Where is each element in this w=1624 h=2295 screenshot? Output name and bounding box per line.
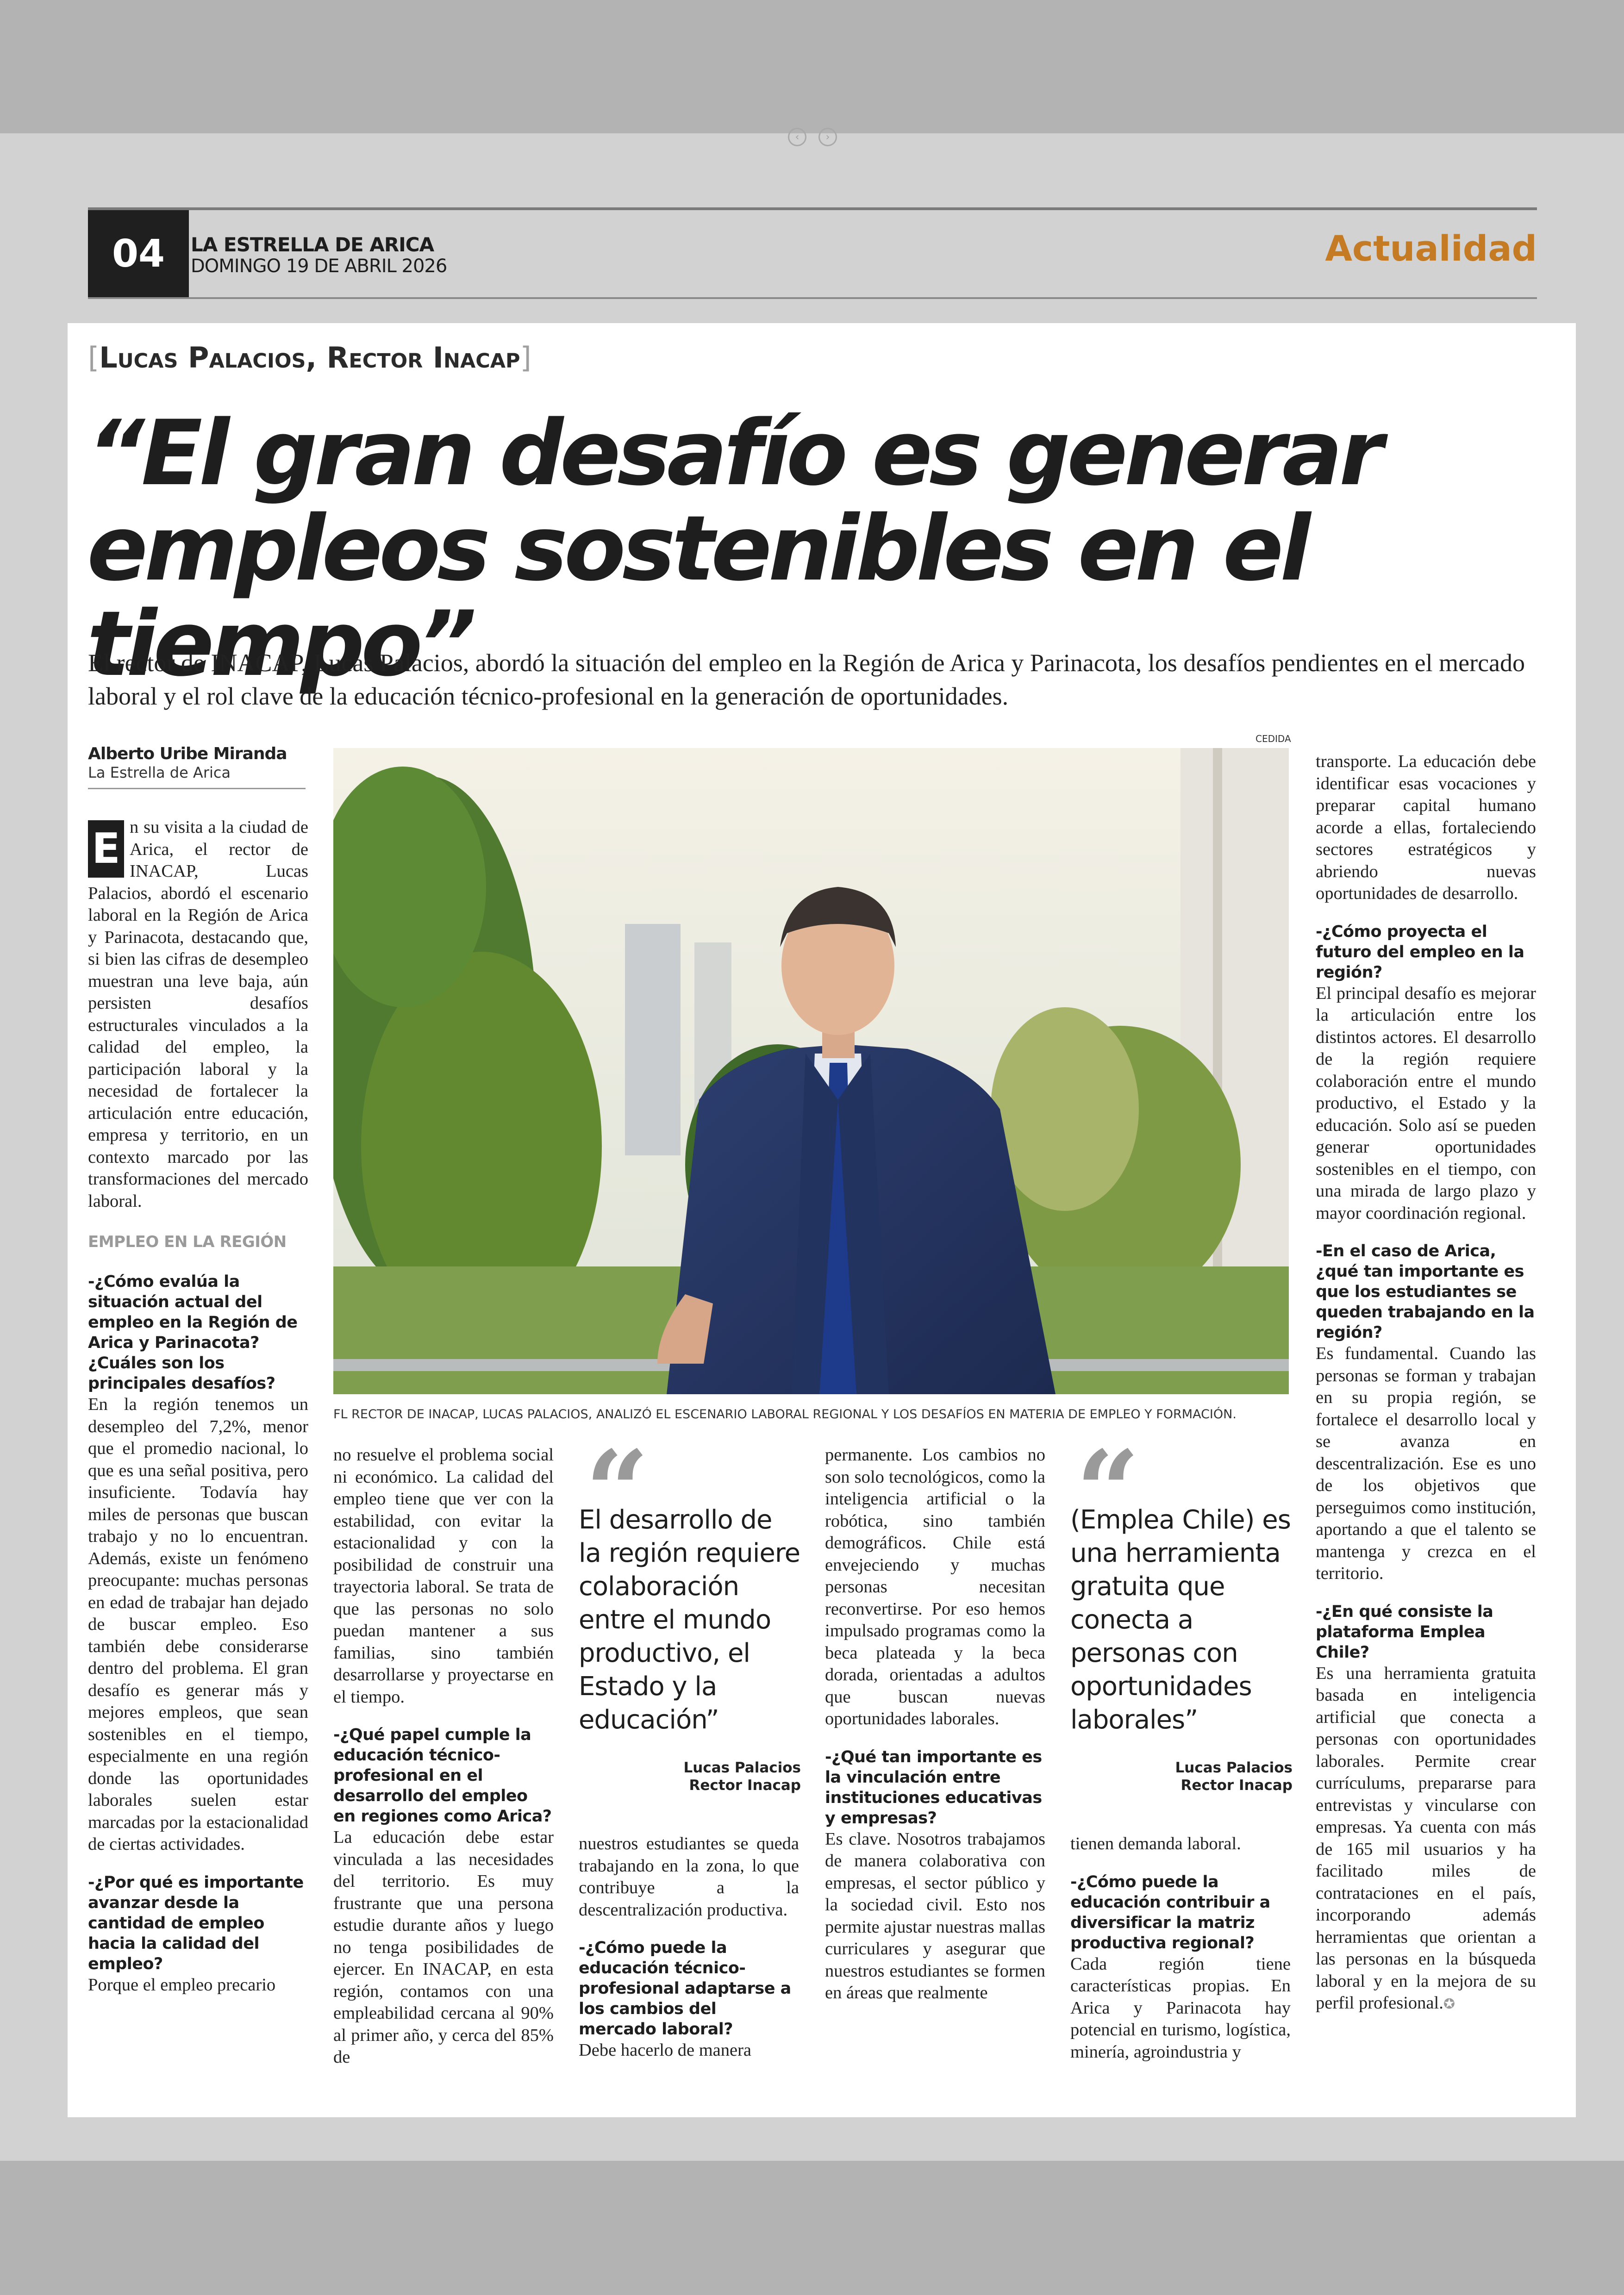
prev-page-icon[interactable]: ‹ [788, 128, 806, 146]
article-kicker: [Lucas Palacios, Rector Inacap] [88, 341, 531, 374]
section-label: Actualidad [1325, 228, 1537, 269]
question-6: -¿Cómo puede la educación contribuir a diversificar la matriz productiva regional? [1070, 1872, 1270, 1952]
section-subhead: EMPLEO EN LA REGIÓN [88, 1233, 287, 1251]
kicker-text: Lucas Palacios, Rector Inacap [99, 341, 520, 374]
column-6 [1316, 751, 1536, 2015]
pull-quote-1: El desarrollo de la región requiere colaboración entre el mundo productivo, el Estado y la educación” [579, 1505, 800, 1735]
headline-line-1: “El gran desafío es generar [87, 401, 1380, 505]
column-2 [333, 1444, 554, 2069]
paper-date: DOMINGO 19 DE ABRIL 2026 [191, 256, 447, 277]
byline-rule [88, 788, 306, 789]
article-panel [68, 323, 1576, 2117]
photo-caption: FL RECTOR DE INACAP, LUCAS PALACIOS, ANALIZÓ EL ESCENARIO LABORAL REGIONAL Y LOS DESAFÍOS EN MATERIA DE EMPLEO Y FORMACIÓN. [333, 1407, 1237, 1422]
question-5: -¿Qué tan importante es la vinculación entre instituciones educativas y empresas? [825, 1747, 1042, 1827]
answer-3-cont: nuestros estudiantes se queda trabajando en la zona, lo que contribuye a la descentralización productiva. [579, 1834, 799, 1920]
byline-author: Alberto Uribe Miranda [88, 744, 287, 763]
drop-cap: E [88, 820, 124, 878]
article-lede: El rector de INACAP, Lucas Palacios, abordó la situación del empleo en la Región de Arica y Parinacota, los desafíos pendientes en el mercado laboral y el rol clave de la educación técnico-profesional en la generación de oportunidades. [88, 649, 1525, 710]
answer-6: Cada región tiene características propias. En Arica y Parinacota hay potencial en turismo, logística, minería, agroindustria y [1070, 1954, 1291, 2062]
answer-9: Es una herramienta gratuita basada en inteligencia artificial que conecta a personas con oportunidades laborales. Permite crear currículums, prepararse para entrevistas y vincularse con empresas. Ya cuenta con más de 165 mil usuarios y ha facilitado miles de contrataciones en el país, incorporando además herramientas que orientan a las personas en la búsqueda laboral y en la mejora de su perfil profesional.✪ [1316, 1663, 1536, 2013]
question-7: -¿Cómo proyecta el futuro del empleo en la región? [1316, 922, 1524, 982]
question-3: -¿Qué papel cumple la educación técnico-profesional en el desarrollo del empleo en regiones como Arica? [333, 1726, 552, 1826]
question-2: -¿Por qué es importante avanzar desde la cantidad de empleo hacia la calidad del empleo? [88, 1873, 304, 1973]
answer-2-cont: no resuelve el problema social ni económico. La calidad del empleo tiene que ver con la estabilidad, con evitar la estacionalidad y con la posibilidad de construir una trayectoria laboral. Se trata de que las personas no solo puedan mantener a sus familias, sino también desarrollarse y proyectarse en el tiempo. [333, 1445, 554, 1707]
question-8: -En el caso de Arica, ¿qué tan importante es que los estudiantes se queden trabajando en la región? [1316, 1242, 1535, 1342]
answer-7: El principal desafío es mejorar la articulación entre los distintos actores. El desarrollo de la región requiere colaboración entre el mundo productivo, el Estado y la educación. Solo así se pueden generar oportunidades sostenibles en el tiempo, con una mirada de largo plazo y mayor coordinación regional. [1316, 983, 1536, 1223]
column-5 [1070, 1833, 1291, 2063]
photo-credit: CEDIDA [1255, 733, 1291, 744]
viewer-controls [782, 128, 843, 146]
answer-8: Es fundamental. Cuando las personas se forman y trabajan en su propia región, se fortalece el desarrollo local y se avanza en descentralización. Ese es uno de los objetivos que perseguimos como institución, aportando a que el talento se mantenga y crezca en el territorio. [1316, 1344, 1536, 1583]
answer-4-start: Debe hacerlo de manera [579, 2040, 752, 2060]
pull-quote-2: (Emplea Chile) es una herramienta gratuita que conecta a personas con oportunidades laborales” [1070, 1505, 1291, 1735]
pull-quote-1-attribution: Lucas Palacios Rector Inacap [683, 1759, 801, 1794]
answer-1: En la región tenemos un desempleo del 7,2%, menor que el promedio nacional, lo que es una señal positiva, pero insuficiente. Todavía hay miles de personas que buscan trabajo y no lo encuentran. Además, existe un fenómeno preocupante: muchas personas en edad de trabajar han dejado de buscar empleo. Eso también debe considerarse dentro del problema. El gran desafío es generar más y mejores empleos, que sean sostenibles en el tiempo, especialmente en una región donde las oportunidades laborales suelen estar marcadas por la estacionalidad de ciertas actividades. [88, 1395, 308, 1854]
quote-2-mark: “ [1076, 1426, 1131, 1557]
portrait-illustration [333, 748, 1289, 1394]
header-rule-top [88, 207, 1537, 210]
header-rule-bottom [88, 297, 1537, 299]
page-number: 04 [88, 210, 189, 297]
question-9: -¿En qué consiste la plataforma Emplea Chile? [1316, 1602, 1493, 1662]
end-mark-icon: ✪ [1443, 1996, 1455, 2012]
page-header [88, 207, 1537, 299]
intro-paragraph: E n su visita a la ciudad de Arica, el rector de INACAP, Lucas Palacios, abordó el escenario laboral en la Región de Arica y Parinacota, destacando que, si bien las cifras de desempleo muestran una leve baja, aún persisten desafíos estructurales vinculados a la calidad del empleo, la participación laboral y la necesidad de fortalecer la articulación entre educación, empresa y territorio, en un contexto marcado por las transformaciones del mercado laboral. [88, 817, 308, 1211]
answer-3: La educación debe estar vinculada a las necesidades del territorio. Es muy frustrante que una persona estudie durante años y luego no tenga posibilidades de ejercer. En INACAP, en esta región, contamos con una empleabilidad cercana al 90% al primer año, y cerca del 85% de [333, 1827, 554, 2067]
column-1 [88, 817, 308, 1996]
pull-quote-2-attribution: Lucas Palacios Rector Inacap [1175, 1759, 1293, 1794]
headline-line-2: empleos sostenibles en el tiempo” [87, 496, 1307, 696]
article-photo [333, 748, 1289, 1394]
column-3 [579, 1833, 799, 2062]
answer-4-cont: permanente. Los cambios no son solo tecnológicos, como la inteligencia artificial o la robótica, sino también demográficos. Chile está envejeciendo y muchas personas necesitan reconvertirse. Por eso hemos impulsado programas como la beca plateada y la beca dorada, orientadas a adultos que buscan nuevas oportunidades laborales. [825, 1445, 1045, 1728]
quote-1-mark: “ [585, 1426, 640, 1557]
answer-6-cont: transporte. La educación debe identificar esas vocaciones y preparar capital humano acorde a ellas, fortaleciendo sectores estratégicos y abriendo nuevas oportunidades de desarrollo. [1316, 752, 1536, 903]
byline-outlet: La Estrella de Arica [88, 764, 231, 781]
next-page-icon[interactable]: › [818, 128, 837, 146]
answer-2-start: Porque el empleo precario [88, 1975, 276, 1995]
question-1: -¿Cómo evalúa la situación actual del empleo en la Región de Arica y Parinacota? ¿Cuáles son los principales desafíos? [88, 1272, 298, 1393]
paper-name: LA ESTRELLA DE ARICA [191, 233, 434, 256]
question-4: -¿Cómo puede la educación técnico-profesional adaptarse a los cambios del mercado laboral? [579, 1939, 791, 2039]
column-4 [825, 1444, 1045, 2004]
answer-5-cont: tienen demanda laboral. [1070, 1834, 1241, 1853]
answer-5: Es clave. Nosotros trabajamos de manera colaborativa con empresas, el sector público y la sociedad civil. Esto nos permite ajustar nuestras mallas curriculares y asegurar que nuestros estudiantes se formen en áreas que realmente [825, 1829, 1045, 2002]
